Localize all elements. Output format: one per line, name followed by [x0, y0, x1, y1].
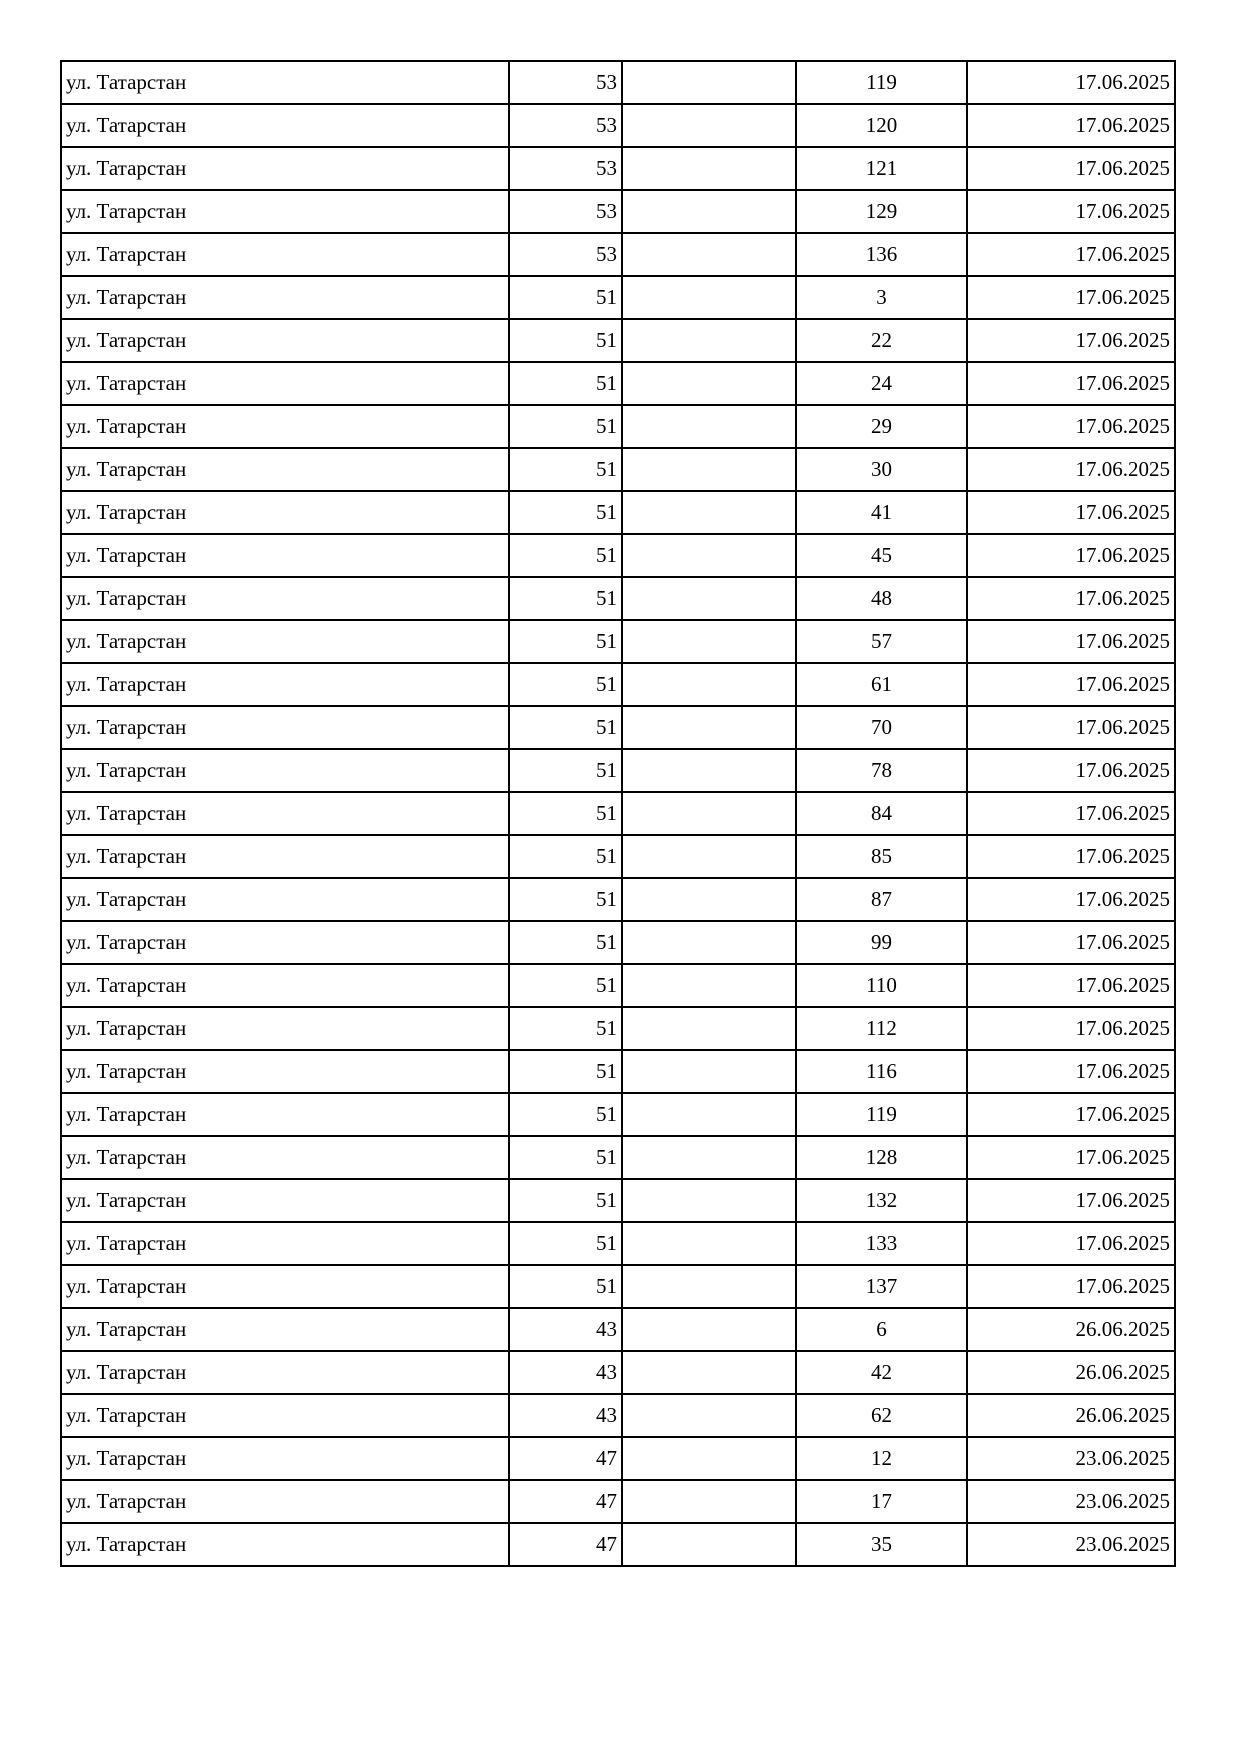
blank-cell: [622, 1265, 796, 1308]
blank-cell: [622, 577, 796, 620]
street-cell: ул. Татарстан: [61, 749, 509, 792]
table-row: [61, 405, 1175, 448]
blank-cell: [622, 491, 796, 534]
apartment-number-cell: 61: [796, 663, 967, 706]
house-number-cell: 53: [509, 190, 622, 233]
street-cell: ул. Татарстан: [61, 1437, 509, 1480]
blank-cell: [622, 276, 796, 319]
house-number-cell: 51: [509, 448, 622, 491]
blank-cell: [622, 1394, 796, 1437]
house-number-cell: 53: [509, 61, 622, 104]
blank-cell: [622, 405, 796, 448]
table-row: [61, 233, 1175, 276]
table-row: [61, 964, 1175, 1007]
date-cell: 17.06.2025: [967, 319, 1175, 362]
house-number-cell: 51: [509, 749, 622, 792]
table-row: [61, 1179, 1175, 1222]
table-row: [61, 448, 1175, 491]
house-number-cell: 47: [509, 1523, 622, 1566]
date-cell: 23.06.2025: [967, 1480, 1175, 1523]
house-number-cell: 51: [509, 663, 622, 706]
house-number-cell: 51: [509, 620, 622, 663]
street-cell: ул. Татарстан: [61, 61, 509, 104]
house-number-cell: 43: [509, 1351, 622, 1394]
blank-cell: [622, 749, 796, 792]
address-table: [60, 60, 1176, 1567]
apartment-number-cell: 119: [796, 1093, 967, 1136]
house-number-cell: 43: [509, 1394, 622, 1437]
house-number-cell: 51: [509, 706, 622, 749]
blank-cell: [622, 1523, 796, 1566]
table-row: [61, 1523, 1175, 1566]
date-cell: 17.06.2025: [967, 1007, 1175, 1050]
street-cell: ул. Татарстан: [61, 577, 509, 620]
apartment-number-cell: 3: [796, 276, 967, 319]
apartment-number-cell: 119: [796, 61, 967, 104]
apartment-number-cell: 12: [796, 1437, 967, 1480]
blank-cell: [622, 190, 796, 233]
house-number-cell: 51: [509, 491, 622, 534]
street-cell: ул. Татарстан: [61, 1351, 509, 1394]
apartment-number-cell: 30: [796, 448, 967, 491]
street-cell: ул. Татарстан: [61, 319, 509, 362]
table-row: [61, 1136, 1175, 1179]
blank-cell: [622, 448, 796, 491]
apartment-number-cell: 116: [796, 1050, 967, 1093]
apartment-number-cell: 110: [796, 964, 967, 1007]
blank-cell: [622, 233, 796, 276]
table-row: [61, 1480, 1175, 1523]
date-cell: 17.06.2025: [967, 104, 1175, 147]
table-row: [61, 61, 1175, 104]
blank-cell: [622, 319, 796, 362]
house-number-cell: 51: [509, 1007, 622, 1050]
apartment-number-cell: 128: [796, 1136, 967, 1179]
street-cell: ул. Татарстан: [61, 1523, 509, 1566]
table-row: [61, 276, 1175, 319]
street-cell: ул. Татарстан: [61, 1308, 509, 1351]
street-cell: ул. Татарстан: [61, 491, 509, 534]
house-number-cell: 47: [509, 1437, 622, 1480]
blank-cell: [622, 1050, 796, 1093]
apartment-number-cell: 35: [796, 1523, 967, 1566]
date-cell: 17.06.2025: [967, 1179, 1175, 1222]
table-row: [61, 1351, 1175, 1394]
apartment-number-cell: 85: [796, 835, 967, 878]
table-row: [61, 1437, 1175, 1480]
date-cell: 23.06.2025: [967, 1437, 1175, 1480]
house-number-cell: 51: [509, 1050, 622, 1093]
apartment-number-cell: 78: [796, 749, 967, 792]
apartment-number-cell: 48: [796, 577, 967, 620]
date-cell: 17.06.2025: [967, 190, 1175, 233]
date-cell: 17.06.2025: [967, 276, 1175, 319]
street-cell: ул. Татарстан: [61, 620, 509, 663]
apartment-number-cell: 120: [796, 104, 967, 147]
street-cell: ул. Татарстан: [61, 104, 509, 147]
date-cell: 17.06.2025: [967, 491, 1175, 534]
table-row: [61, 1308, 1175, 1351]
house-number-cell: 47: [509, 1480, 622, 1523]
table-row: [61, 921, 1175, 964]
apartment-number-cell: 29: [796, 405, 967, 448]
house-number-cell: 51: [509, 878, 622, 921]
house-number-cell: 53: [509, 147, 622, 190]
blank-cell: [622, 706, 796, 749]
blank-cell: [622, 620, 796, 663]
address-table-body: [61, 61, 1175, 1566]
date-cell: 17.06.2025: [967, 534, 1175, 577]
apartment-number-cell: 17: [796, 1480, 967, 1523]
house-number-cell: 51: [509, 1136, 622, 1179]
blank-cell: [622, 792, 796, 835]
apartment-number-cell: 57: [796, 620, 967, 663]
date-cell: 17.06.2025: [967, 921, 1175, 964]
street-cell: ул. Татарстан: [61, 1179, 509, 1222]
house-number-cell: 51: [509, 362, 622, 405]
table-row: [61, 620, 1175, 663]
blank-cell: [622, 663, 796, 706]
blank-cell: [622, 1308, 796, 1351]
apartment-number-cell: 70: [796, 706, 967, 749]
house-number-cell: 53: [509, 233, 622, 276]
house-number-cell: 51: [509, 964, 622, 1007]
date-cell: 17.06.2025: [967, 620, 1175, 663]
apartment-number-cell: 41: [796, 491, 967, 534]
date-cell: 17.06.2025: [967, 61, 1175, 104]
blank-cell: [622, 1222, 796, 1265]
date-cell: 17.06.2025: [967, 964, 1175, 1007]
date-cell: 17.06.2025: [967, 749, 1175, 792]
table-row: [61, 1222, 1175, 1265]
street-cell: ул. Татарстан: [61, 878, 509, 921]
blank-cell: [622, 1136, 796, 1179]
street-cell: ул. Татарстан: [61, 663, 509, 706]
blank-cell: [622, 921, 796, 964]
house-number-cell: 51: [509, 1179, 622, 1222]
apartment-number-cell: 121: [796, 147, 967, 190]
street-cell: ул. Татарстан: [61, 1222, 509, 1265]
blank-cell: [622, 1351, 796, 1394]
house-number-cell: 53: [509, 104, 622, 147]
apartment-number-cell: 42: [796, 1351, 967, 1394]
date-cell: 17.06.2025: [967, 792, 1175, 835]
table-row: [61, 147, 1175, 190]
house-number-cell: 43: [509, 1308, 622, 1351]
blank-cell: [622, 1480, 796, 1523]
house-number-cell: 51: [509, 577, 622, 620]
date-cell: 17.06.2025: [967, 448, 1175, 491]
street-cell: ул. Татарстан: [61, 964, 509, 1007]
apartment-number-cell: 132: [796, 1179, 967, 1222]
table-row: [61, 1093, 1175, 1136]
street-cell: ул. Татарстан: [61, 1093, 509, 1136]
blank-cell: [622, 878, 796, 921]
apartment-number-cell: 84: [796, 792, 967, 835]
apartment-number-cell: 62: [796, 1394, 967, 1437]
table-row: [61, 362, 1175, 405]
date-cell: 17.06.2025: [967, 362, 1175, 405]
apartment-number-cell: 22: [796, 319, 967, 362]
date-cell: 26.06.2025: [967, 1351, 1175, 1394]
street-cell: ул. Татарстан: [61, 147, 509, 190]
table-row: [61, 792, 1175, 835]
street-cell: ул. Татарстан: [61, 835, 509, 878]
blank-cell: [622, 1093, 796, 1136]
table-row: [61, 749, 1175, 792]
date-cell: 17.06.2025: [967, 147, 1175, 190]
street-cell: ул. Татарстан: [61, 276, 509, 319]
street-cell: ул. Татарстан: [61, 1050, 509, 1093]
blank-cell: [622, 835, 796, 878]
street-cell: ул. Татарстан: [61, 1394, 509, 1437]
house-number-cell: 51: [509, 1093, 622, 1136]
street-cell: ул. Татарстан: [61, 448, 509, 491]
date-cell: 26.06.2025: [967, 1308, 1175, 1351]
house-number-cell: 51: [509, 835, 622, 878]
table-row: [61, 1050, 1175, 1093]
date-cell: 17.06.2025: [967, 1093, 1175, 1136]
table-row: [61, 491, 1175, 534]
blank-cell: [622, 147, 796, 190]
table-row: [61, 878, 1175, 921]
date-cell: 17.06.2025: [967, 233, 1175, 276]
apartment-number-cell: 24: [796, 362, 967, 405]
blank-cell: [622, 104, 796, 147]
street-cell: ул. Татарстан: [61, 534, 509, 577]
date-cell: 17.06.2025: [967, 577, 1175, 620]
apartment-number-cell: 129: [796, 190, 967, 233]
table-row: [61, 1394, 1175, 1437]
apartment-number-cell: 133: [796, 1222, 967, 1265]
street-cell: ул. Татарстан: [61, 233, 509, 276]
table-row: [61, 835, 1175, 878]
street-cell: ул. Татарстан: [61, 362, 509, 405]
date-cell: 23.06.2025: [967, 1523, 1175, 1566]
house-number-cell: 51: [509, 405, 622, 448]
blank-cell: [622, 534, 796, 577]
date-cell: 17.06.2025: [967, 1136, 1175, 1179]
blank-cell: [622, 1007, 796, 1050]
house-number-cell: 51: [509, 792, 622, 835]
table-row: [61, 1007, 1175, 1050]
house-number-cell: 51: [509, 1222, 622, 1265]
date-cell: 17.06.2025: [967, 878, 1175, 921]
street-cell: ул. Татарстан: [61, 190, 509, 233]
blank-cell: [622, 362, 796, 405]
date-cell: 17.06.2025: [967, 1050, 1175, 1093]
table-row: [61, 663, 1175, 706]
street-cell: ул. Татарстан: [61, 1265, 509, 1308]
street-cell: ул. Татарстан: [61, 706, 509, 749]
table-row: [61, 706, 1175, 749]
apartment-number-cell: 136: [796, 233, 967, 276]
apartment-number-cell: 6: [796, 1308, 967, 1351]
table-row: [61, 319, 1175, 362]
apartment-number-cell: 87: [796, 878, 967, 921]
street-cell: ул. Татарстан: [61, 405, 509, 448]
date-cell: 17.06.2025: [967, 1265, 1175, 1308]
date-cell: 17.06.2025: [967, 663, 1175, 706]
table-row: [61, 104, 1175, 147]
date-cell: 17.06.2025: [967, 1222, 1175, 1265]
street-cell: ул. Татарстан: [61, 1007, 509, 1050]
house-number-cell: 51: [509, 921, 622, 964]
apartment-number-cell: 112: [796, 1007, 967, 1050]
table-row: [61, 577, 1175, 620]
date-cell: 17.06.2025: [967, 706, 1175, 749]
table-row: [61, 190, 1175, 233]
blank-cell: [622, 1179, 796, 1222]
apartment-number-cell: 99: [796, 921, 967, 964]
date-cell: 26.06.2025: [967, 1394, 1175, 1437]
house-number-cell: 51: [509, 1265, 622, 1308]
blank-cell: [622, 61, 796, 104]
house-number-cell: 51: [509, 319, 622, 362]
date-cell: 17.06.2025: [967, 835, 1175, 878]
blank-cell: [622, 1437, 796, 1480]
table-row: [61, 534, 1175, 577]
street-cell: ул. Татарстан: [61, 1480, 509, 1523]
street-cell: ул. Татарстан: [61, 792, 509, 835]
table-row: [61, 1265, 1175, 1308]
date-cell: 17.06.2025: [967, 405, 1175, 448]
blank-cell: [622, 964, 796, 1007]
house-number-cell: 51: [509, 534, 622, 577]
apartment-number-cell: 45: [796, 534, 967, 577]
street-cell: ул. Татарстан: [61, 921, 509, 964]
street-cell: ул. Татарстан: [61, 1136, 509, 1179]
apartment-number-cell: 137: [796, 1265, 967, 1308]
house-number-cell: 51: [509, 276, 622, 319]
